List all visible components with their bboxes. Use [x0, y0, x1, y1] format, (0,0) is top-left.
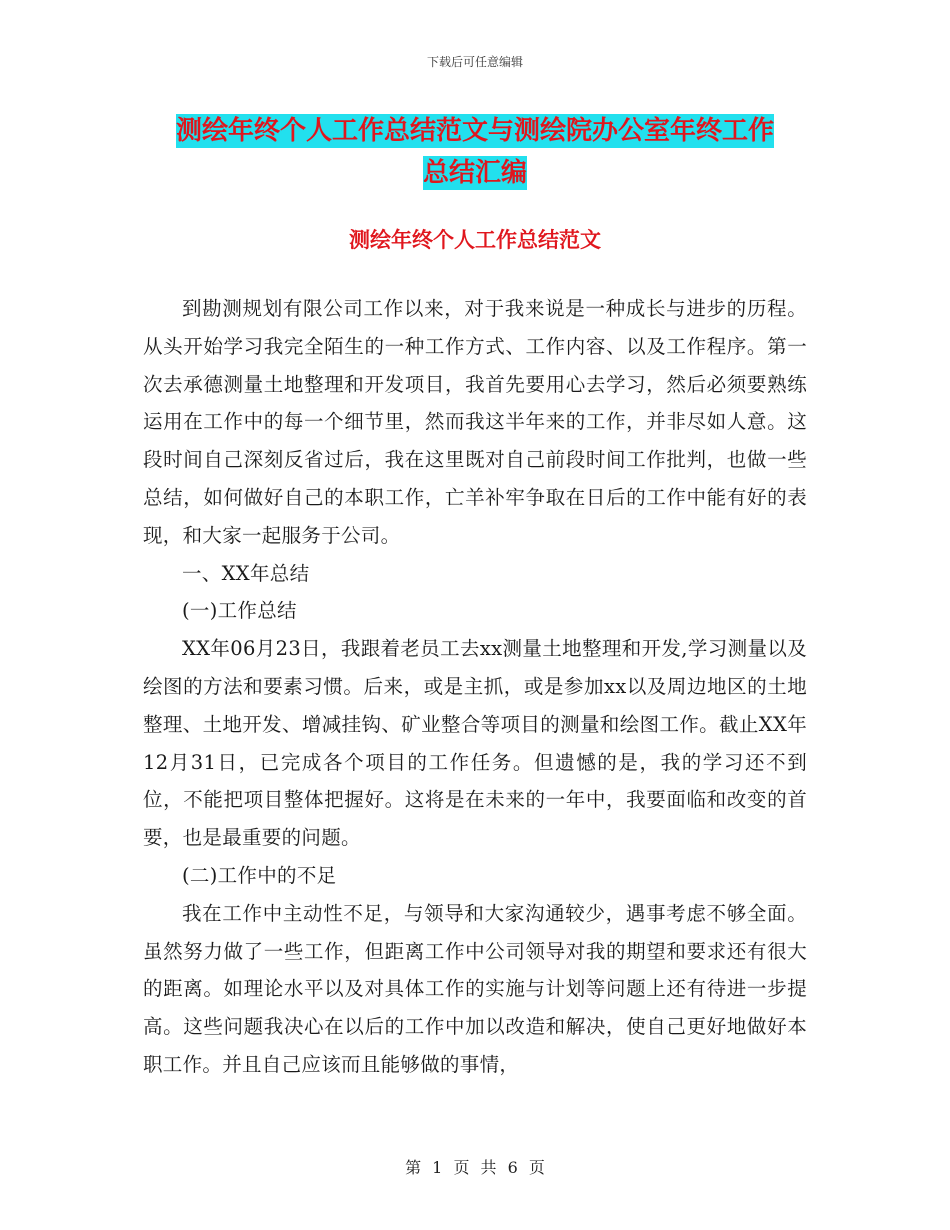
document-title: [150, 110, 800, 194]
section-title: 测绘年终个人工作总结范文: [349, 228, 601, 252]
body-text: [143, 290, 807, 1084]
header-note: 下载后可任意编辑: [426, 55, 523, 69]
page-footer: 第 1 页 共 6 页: [405, 1158, 545, 1177]
document-title-line-2: 总结汇编: [422, 158, 527, 188]
paragraph-intro: 到勘测规划有限公司工作以来，对于我来说是一种成长与进步的历程。从头开始学习我完全陌生的一种工作方式、工作内容、以及工作程序。第一次去承德测量土地整理和开发项目，我首先要用心去学习，然后必须要熟练运用在工作中的每一个细节里，然而我这半年来的工作，并非尽如人意。这段时间自己深刻反省过后，我在这里既对自己前段时间工作批判，也做一些总结，如何做好自己的本职工作，亡羊补牢争取在日后的工作中能有好的表现，和大家一起服务于公司。: [143, 297, 807, 547]
subheading-work-summary: (一)工作总结: [182, 599, 297, 623]
heading-summary: 一、XX年总结: [182, 561, 310, 585]
document-title-line-1: 测绘年终个人工作总结范文与测绘院办公室年终工作: [175, 116, 774, 146]
paragraph-work-summary: XX年06月23日，我跟着老员工去xx测量土地整理和开发,学习测量以及绘图的方法和要素习惯。后来，或是主抓，或是参加xx以及周边地区的土地整理、土地开发、增减挂钩、矿业整合等项目的测量和绘图工作。截止XX年12月31日，已完成各个项目的工作任务。但遗憾的是，我的学习还不到位，不能把项目整体把握好。这将是在未来的一年中，我要面临和改变的首要，也是最重要的问题。: [143, 637, 807, 850]
subheading-shortcomings: (二)工作中的不足: [182, 863, 337, 887]
paragraph-shortcomings: 我在工作中主动性不足，与领导和大家沟通较少，遇事考虑不够全面。虽然努力做了一些工作，但距离工作中公司领导对我的期望和要求还有很大的距离。如理论水平以及对具体工作的实施与计划等问题上还有待进一步提高。这些问题我决心在以后的工作中加以改造和解决，使自己更好地做好本职工作。并且自己应该而且能够做的事情，: [143, 901, 807, 1076]
